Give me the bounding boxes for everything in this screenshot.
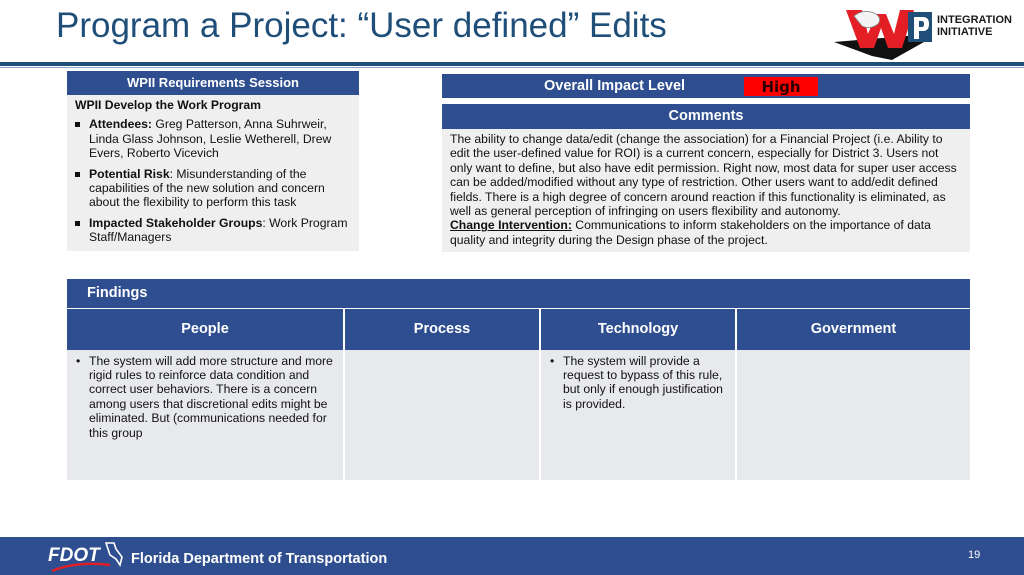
requirements-panel — [67, 71, 359, 251]
column-header-process: Process — [344, 309, 540, 350]
title-divider — [0, 62, 1024, 66]
footer-bar — [0, 537, 1024, 575]
wp-logo-icon — [832, 4, 937, 60]
fdot-logo-icon — [46, 541, 126, 573]
findings-header: Findings — [67, 279, 970, 308]
bullet-square-icon — [75, 221, 80, 226]
change-intervention-text: Communications to inform stakeholders on the importance of data quality and integrity during the Design phase of the project. — [450, 218, 931, 247]
list-item-risk — [75, 167, 351, 210]
impact-level-badge: High — [744, 77, 818, 96]
cell-government — [736, 350, 970, 480]
bullet-dot-icon: • — [76, 353, 81, 368]
column-header-government: Government — [736, 309, 970, 350]
attendees-label: Attendees: — [89, 117, 152, 132]
requirements-header: WPII Requirements Session — [67, 71, 359, 95]
logo-brand-line-2: INITIATIVE — [937, 26, 993, 38]
risk-text: : Misunderstanding of the capabilities of the new solution and concern about the flexibility to perform this task — [89, 166, 325, 210]
stakeholders-text: : Work Program Staff/Managers — [89, 215, 348, 245]
column-header-technology: Technology — [540, 309, 736, 350]
people-finding-text: The system will add more structure and more rigid rules to reinforce data condition and correct user behaviors. There is a concern among users that discretional edits might be eliminated. But (communications needed for this group — [89, 353, 333, 440]
department-name: Florida Department of Transportation — [131, 551, 388, 567]
stakeholders-label: Impacted Stakeholder Groups — [89, 215, 263, 230]
wpii-logo — [832, 4, 1022, 60]
findings-row — [67, 350, 970, 480]
slide-title: Program a Project: “User defined” Edits — [56, 6, 667, 45]
svg-text:FDOT: FDOT — [48, 545, 100, 566]
logo-brand-text — [937, 14, 1012, 38]
technology-finding-text: The system will provide a request to bypass of this rule, but only if enough justification is provided. — [563, 353, 723, 411]
bullet-dot-icon: • — [550, 353, 555, 368]
bullet-square-icon — [75, 172, 80, 177]
findings-header-row — [67, 309, 970, 350]
title-divider-thin — [0, 67, 1024, 68]
cell-technology — [540, 350, 736, 480]
findings-panel — [67, 279, 970, 480]
cell-process — [344, 350, 540, 480]
column-header-people: People — [67, 309, 344, 350]
risk-label: Potential Risk — [89, 166, 170, 181]
list-item — [549, 354, 725, 412]
requirements-list — [75, 117, 351, 244]
impact-level-bar — [442, 74, 970, 98]
fdot-logo — [46, 541, 126, 573]
list-item-stakeholders — [75, 216, 351, 245]
list-item-attendees — [75, 117, 351, 160]
logo-brand-line-1: INTEGRATION — [937, 14, 1012, 26]
impact-level-label: Overall Impact Level — [544, 78, 686, 94]
cell-people — [67, 350, 344, 480]
comments-body — [442, 129, 970, 247]
findings-table — [67, 308, 970, 480]
requirements-body — [67, 95, 359, 245]
comments-text: The ability to change data/edit (change the association) for a Financial Project (i.e. Ability to edit the user-defined value for ROI) is a current concern, especially for District 3. Users not only want to define, but also have edit permission. Right now, most data for super user access can be added/modified without any type of restriction. Other users want to add/edit defined fields. There is a high degree of concern around reaction if this functionality is eliminated, as well as general perception of infringing on users flexibility and autonomy. — [450, 132, 957, 219]
comments-header: Comments — [442, 104, 970, 129]
comments-panel — [442, 104, 970, 252]
requirements-subtitle: WPII Develop the Work Program — [75, 98, 262, 112]
page-number: 19 — [968, 549, 981, 561]
attendees-text: Greg Patterson, Anna Suhrweir, Linda Glass Johnson, Leslie Wetherell, Drew Evers, Roberto Vicevich — [89, 117, 332, 161]
list-item — [75, 354, 333, 440]
change-intervention-label: Change Intervention: — [450, 218, 572, 233]
bullet-square-icon — [75, 122, 80, 127]
